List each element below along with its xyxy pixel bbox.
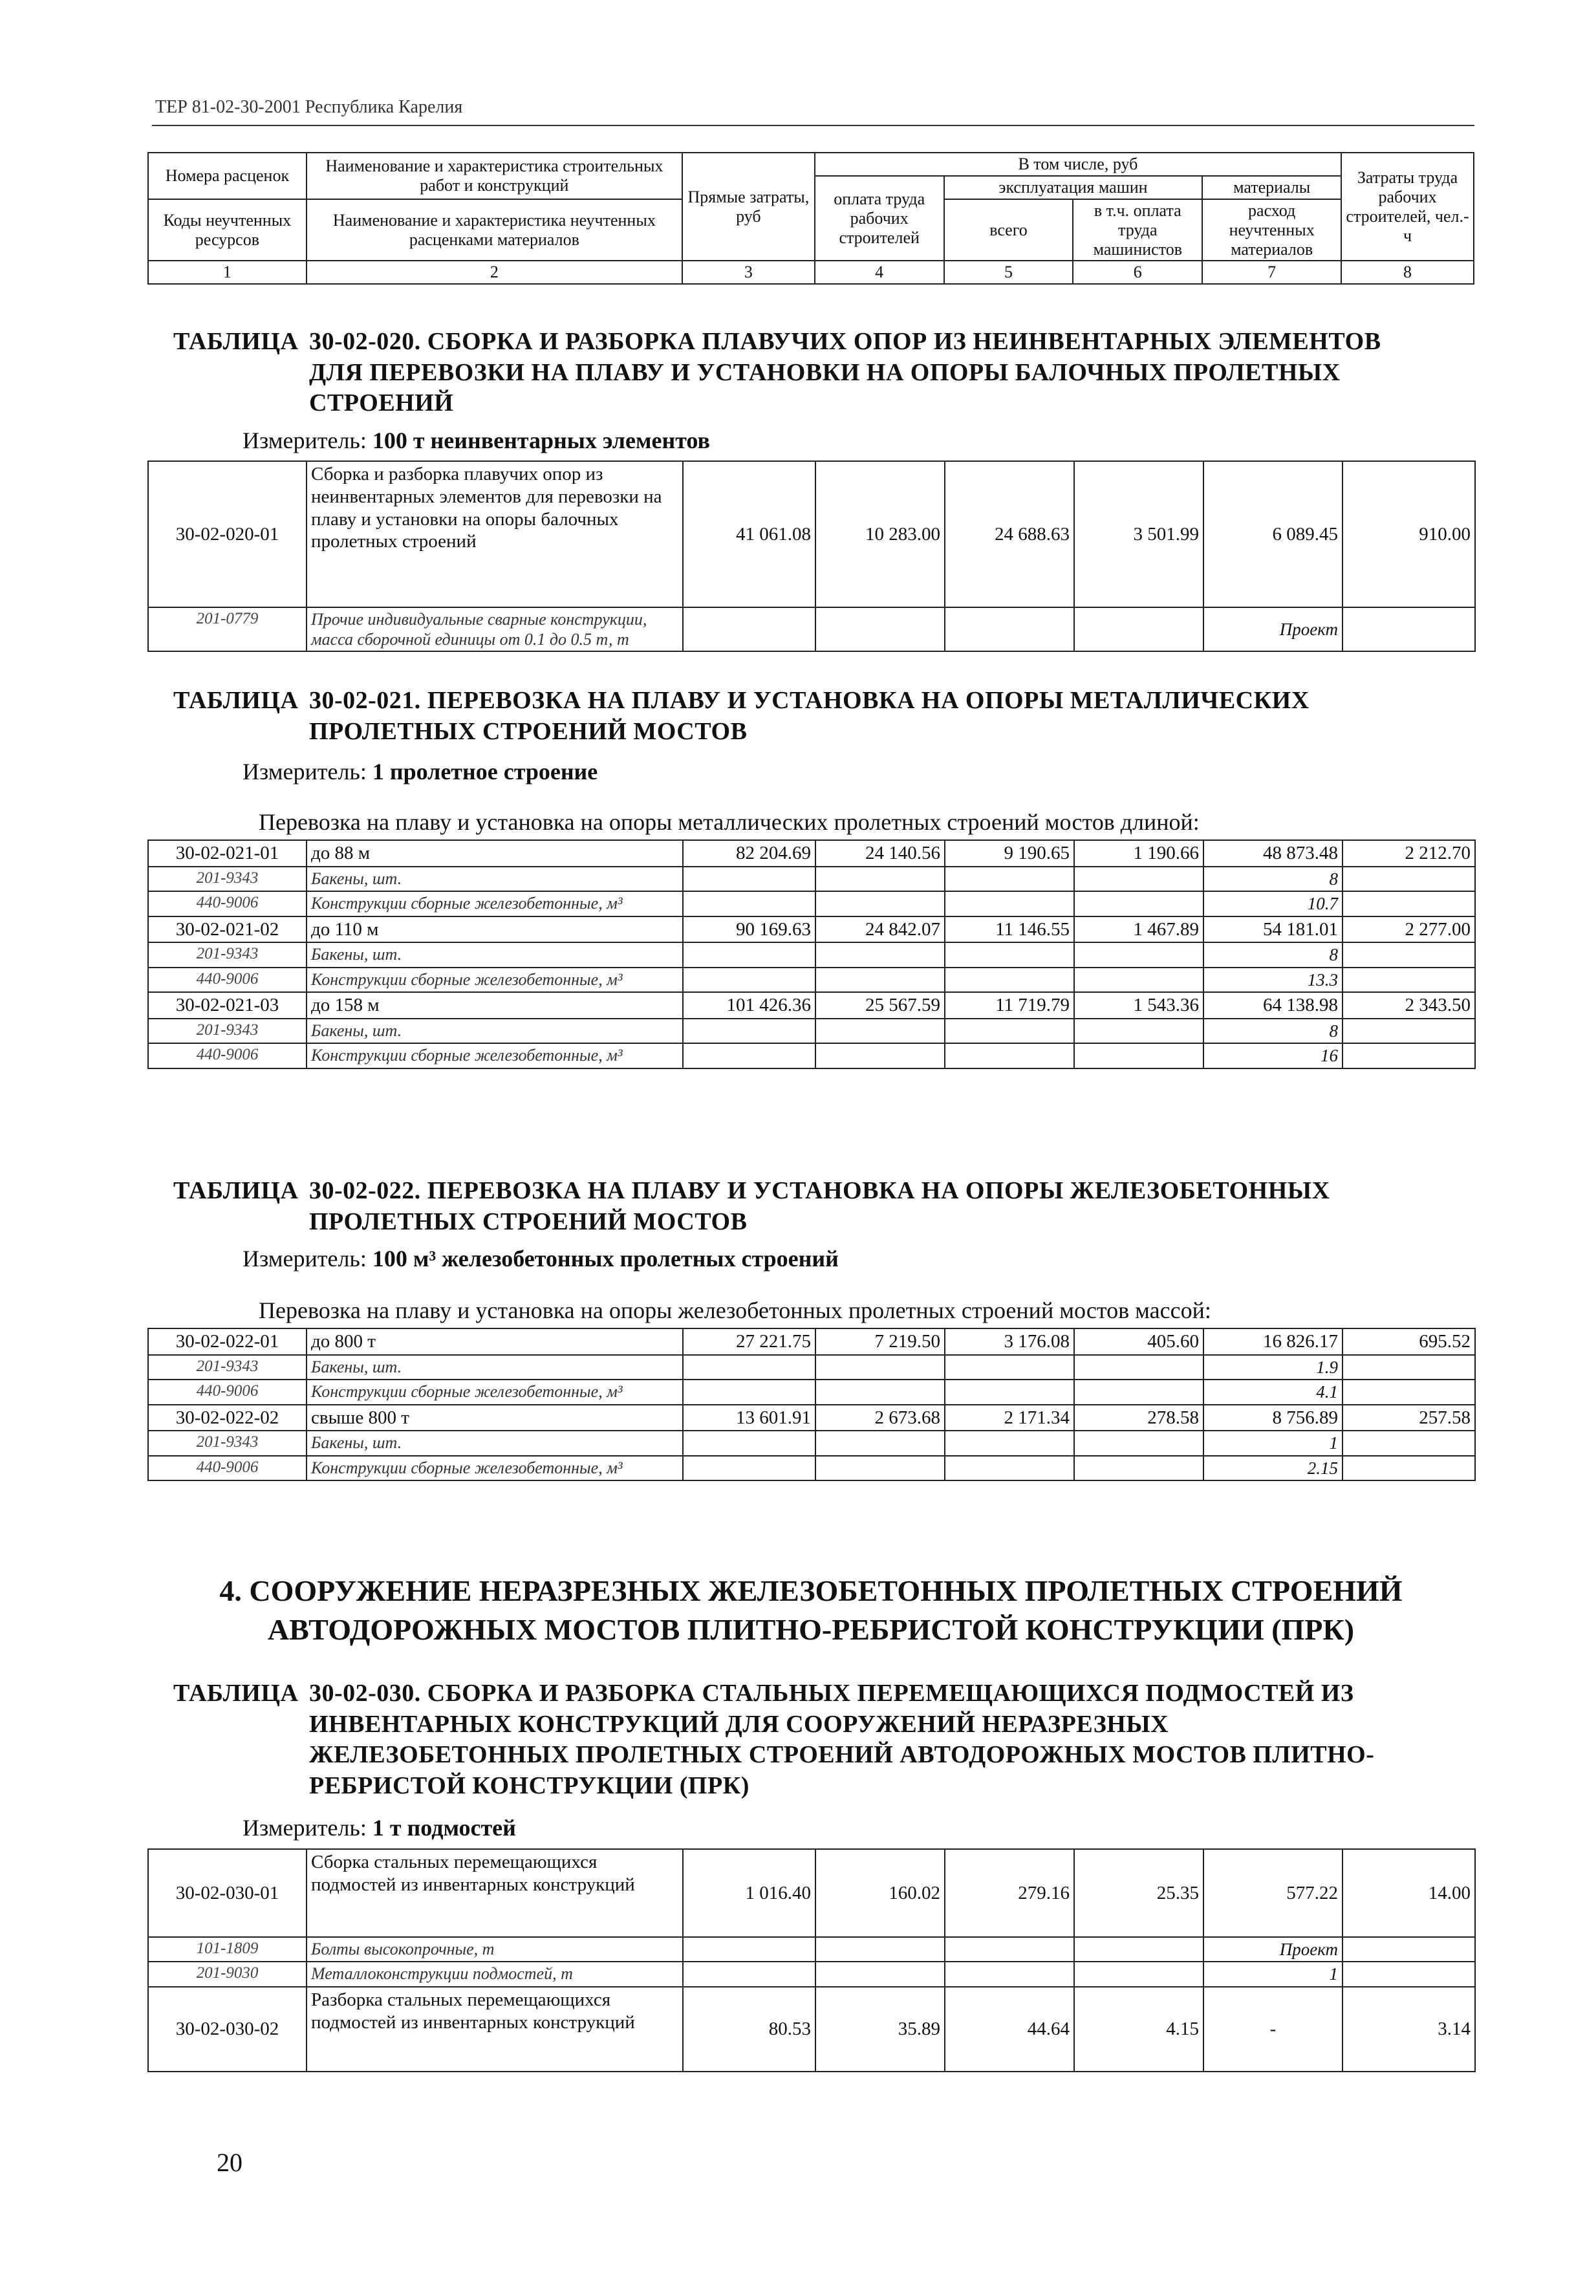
table-row: 30-02-021-02 до 110 м 90 169.63 24 842.07 11 146.55 1 467.89 54 181.01 2 277.00 [148, 916, 1475, 943]
table-030-data [147, 1848, 1476, 2072]
section-4-heading: 4. СООРУЖЕНИЕ НЕРАЗРЕЗНЫХ ЖЕЛЕЗОБЕТОННЫХ ПРОЛЕТНЫХ СТРОЕНИЙ АВТОДОРОЖНЫХ МОСТОВ ПЛИТНО-РЕБРИСТОЙ КОНСТРУКЦИИ (ПРК) [219, 1574, 1403, 1646]
resource-row: 201-9343 Бакены, шт. 1.9 [148, 1355, 1475, 1380]
in-that-header: В том числе, руб [815, 153, 1341, 176]
resource-row: 201-9030 Металлоконструкции подмостей, т 1 [148, 1962, 1475, 1986]
col7-header: расход неучтенных материалов [1202, 199, 1341, 261]
table-020-data [147, 460, 1476, 652]
col6-header: в т.ч. оплата труда машинистов [1073, 199, 1202, 261]
table-022-subheading: Перевозка на плаву и установка на опоры железобетонных пролетных строений мостов массой: [259, 1297, 1211, 1323]
col1-bottom-header: Коды неучтенных ресурсов [148, 199, 307, 261]
table-020-measure: Измеритель: 100 т неинвентарных элементов [243, 428, 710, 453]
table-row: 30-02-030-01 Сборка стальных перемещающихся подмостей из инвентарных конструкций 1 016.40 160.02 279.16 25.35 577.22 14.00 [148, 1849, 1475, 1937]
table-022-measure: Измеритель: 100 м³ железобетонных пролетных строений [243, 1246, 839, 1272]
table-030-title: ТАБЛИЦА 30-02-030. СБОРКА И РАЗБОРКА СТАЛЬНЫХ ПЕРЕМЕЩАЮЩИХСЯ ПОДМОСТЕЙ ИЗ ИНВЕНТАРНЫХ КОНСТРУКЦИЙ ДЛЯ СООРУЖЕНИЙ НЕРАЗРЕЗНЫХ ЖЕЛЕЗОБЕТОННЫХ ПРОЛЕТНЫХ СТРОЕНИЙ АВТОДОРОЖНЫХ МОСТОВ ПЛИТНО-РЕБРИСТОЙ КОНСТРУКЦИИ (ПРК) [173, 1680, 1375, 1799]
col3-header: Прямые затраты, руб [682, 153, 815, 261]
table-030-measure: Измеритель: 1 т подмостей [243, 1815, 516, 1841]
materials-header: материалы [1202, 176, 1341, 199]
table-021-title: ТАБЛИЦА 30-02-021. ПЕРЕВОЗКА НА ПЛАВУ И УСТАНОВКА НА ОПОРЫ МЕТАЛЛИЧЕСКИХ ПРОЛЕТНЫХ СТРОЕНИЙ МОСТОВ [173, 687, 1310, 745]
resource-row: 440-9006 Конструкции сборные железобетонные, м³ 2.15 [148, 1456, 1475, 1480]
table-021-data [147, 839, 1476, 1069]
resource-row: 440-9006 Конструкции сборные железобетонные, м³ 4.1 [148, 1380, 1475, 1404]
document-header: ТЕР 81-02-30-2001 Республика Карелия [155, 97, 463, 117]
resource-row: 201-0779 Прочие индивидуальные сварные конструкции, масса сборочной единицы от 0.1 до 0.5 т, т Проект [148, 607, 1475, 651]
resource-row: 440-9006 Конструкции сборные железобетонные, м³ 16 [148, 1043, 1475, 1068]
machines-header: эксплуатация машин [944, 176, 1203, 199]
col2-top-header: Наименование и характеристика строительных работ и конструкций [307, 153, 682, 199]
table-row: 30-02-021-03 до 158 м 101 426.36 25 567.59 11 719.79 1 543.36 64 138.98 2 343.50 [148, 992, 1475, 1019]
table-020-title: ТАБЛИЦА 30-02-020. СБОРКА И РАЗБОРКА ПЛАВУЧИХ ОПОР ИЗ НЕИНВЕНТАРНЫХ ЭЛЕМЕНТОВ ДЛЯ ПЕРЕВОЗКИ НА ПЛАВУ И УСТАНОВКИ НА ОПОРЫ БАЛОЧНЫХ ПРОЛЕТНЫХ СТРОЕНИЙ [173, 328, 1381, 417]
table-row: 30-02-030-02 Разборка стальных перемещающихся подмостей из инвентарных конструкций 80.53 35.89 44.64 4.15 - 3.14 [148, 1987, 1475, 2072]
resource-row: 440-9006 Конструкции сборные железобетонные, м³ 13.3 [148, 968, 1475, 992]
col-number: 8 [1341, 261, 1474, 284]
header-rule [152, 125, 1474, 126]
resource-row: 201-9343 Бакены, шт. 8 [148, 867, 1475, 891]
col-number: 6 [1073, 261, 1202, 284]
table-021-measure: Измеритель: 1 пролетное строение [243, 759, 598, 785]
resource-row: 201-9343 Бакены, шт. 8 [148, 942, 1475, 967]
col-number: 1 [148, 261, 307, 284]
col-number: 3 [682, 261, 815, 284]
col-number: 7 [1202, 261, 1341, 284]
table-row: 30-02-022-01 до 800 т 27 221.75 7 219.50 3 176.08 405.60 16 826.17 695.52 [148, 1328, 1475, 1355]
table-021-subheading: Перевозка на плаву и установка на опоры металлических пролетных строений мостов длиной: [259, 809, 1200, 835]
table-row: 30-02-022-02 свыше 800 т 13 601.91 2 673.68 2 171.34 278.58 8 756.89 257.58 [148, 1405, 1475, 1431]
resource-row: 201-9343 Бакены, шт. 1 [148, 1431, 1475, 1455]
col8-header: Затраты труда рабочих строителей, чел.-ч [1341, 153, 1474, 261]
col-number: 5 [944, 261, 1073, 284]
col2-bottom-header: Наименование и характеристика неучтенных расценками материалов [307, 199, 682, 261]
table-022-data [147, 1328, 1476, 1481]
col5-header: всего [944, 199, 1073, 261]
resource-row: 201-9343 Бакены, шт. 8 [148, 1019, 1475, 1043]
col4-header: оплата труда рабочих строителей [815, 176, 944, 261]
table-022-title: ТАБЛИЦА 30-02-022. ПЕРЕВОЗКА НА ПЛАВУ И УСТАНОВКА НА ОПОРЫ ЖЕЛЕЗОБЕТОННЫХ ПРОЛЕТНЫХ СТРОЕНИЙ МОСТОВ [173, 1177, 1330, 1235]
resource-row: 440-9006 Конструкции сборные железобетонные, м³ 10.7 [148, 891, 1475, 916]
resource-row: 101-1809 Болты высокопрочные, т Проект [148, 1937, 1475, 1962]
column-header-table [147, 152, 1474, 285]
page-number: 20 [217, 2148, 243, 2177]
col1-top-header: Номера расценок [148, 153, 307, 199]
table-row: 30-02-020-01 Сборка и разборка плавучих опор из неинвентарных элементов для перевозки на плаву и установки на опоры балочных пролетных строений 41 061.08 10 283.00 24 688.63 3 501.99 6 089.45 910.00 [148, 461, 1475, 607]
table-row: 30-02-021-01 до 88 м 82 204.69 24 140.56 9 190.65 1 190.66 48 873.48 2 212.70 [148, 840, 1475, 867]
col-number: 2 [307, 261, 682, 284]
col-number: 4 [815, 261, 944, 284]
